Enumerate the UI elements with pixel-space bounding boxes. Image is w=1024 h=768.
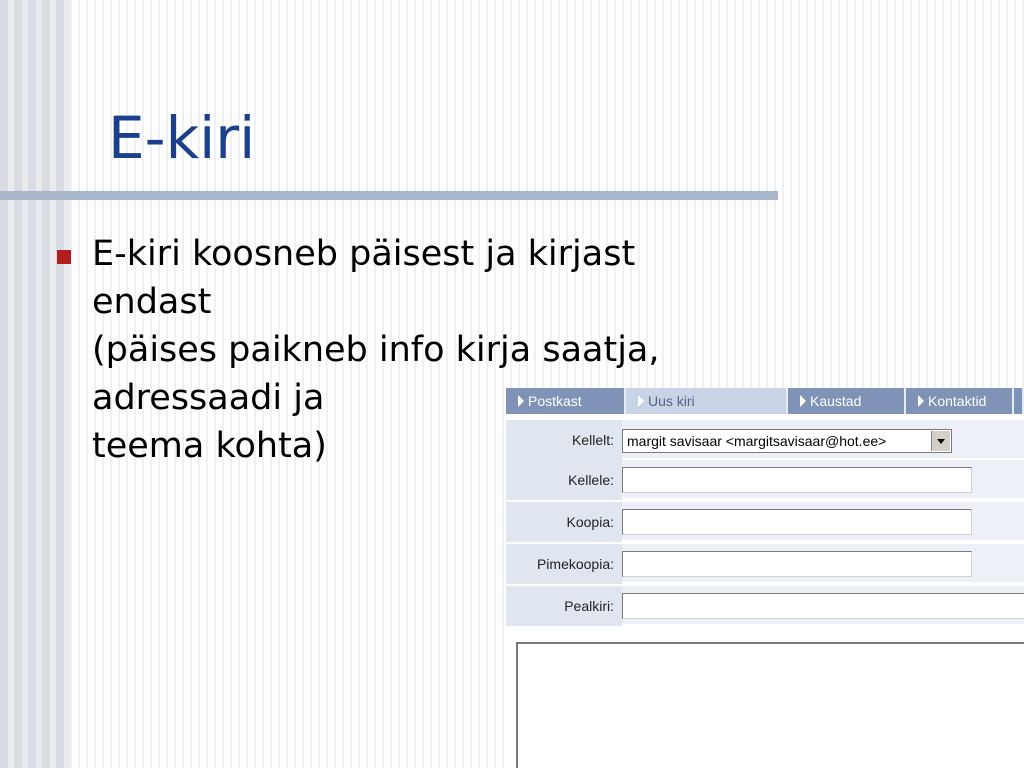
tab-label: Postkast [528,393,582,409]
arrow-right-icon [918,395,924,407]
from-row [506,420,1024,460]
chevron-down-icon[interactable] [931,431,950,451]
bullet-line-5: teema kohta) [92,426,327,466]
webmail-compose-screenshot [506,388,1024,768]
bcc-input[interactable] [622,551,972,577]
tab-label: Uus kiri [648,393,695,409]
mail-tabs [506,388,1024,414]
bullet-line-2: endast [92,282,212,322]
subject-row [506,586,1024,626]
to-input[interactable] [622,467,972,493]
to-row [506,460,1024,500]
bcc-label: Pimekoopia: [506,544,622,584]
bullet-marker [57,250,71,264]
bullet-line-1: E-kiri koosneb päisest ja kirjast [92,234,636,274]
bcc-row [506,544,1024,584]
tab-label: Kontaktid [928,393,987,409]
tab-kontaktid[interactable] [906,388,1014,414]
bullet-line-3: (päises paikneb info kirja saatja, [92,330,660,370]
arrow-right-icon [518,395,524,407]
title-underline [0,191,778,200]
tab-uus-kiri[interactable] [626,388,788,414]
cc-row [506,502,1024,542]
arrow-right-icon [800,395,806,407]
cc-label: Koopia: [506,502,622,542]
tab-label: Kaustad [810,393,862,409]
tab-postkast[interactable] [506,388,626,414]
cc-input[interactable] [622,509,972,535]
from-select[interactable] [622,429,952,453]
background-stripes [0,0,70,768]
from-value: margit savisaar <margitsavisaar@hot.ee> [627,433,887,449]
subject-label: Pealkiri: [506,586,622,626]
subject-input[interactable] [622,593,1024,619]
arrow-right-icon [638,395,644,407]
from-label: Kellelt: [506,420,622,460]
message-body-textarea[interactable] [516,642,1024,768]
slide-title: E-kiri [108,104,256,172]
tab-overflow [1014,388,1024,414]
tab-kaustad[interactable] [788,388,906,414]
to-label: Kellele: [506,460,622,500]
bullet-line-4: adressaadi ja [92,378,325,418]
